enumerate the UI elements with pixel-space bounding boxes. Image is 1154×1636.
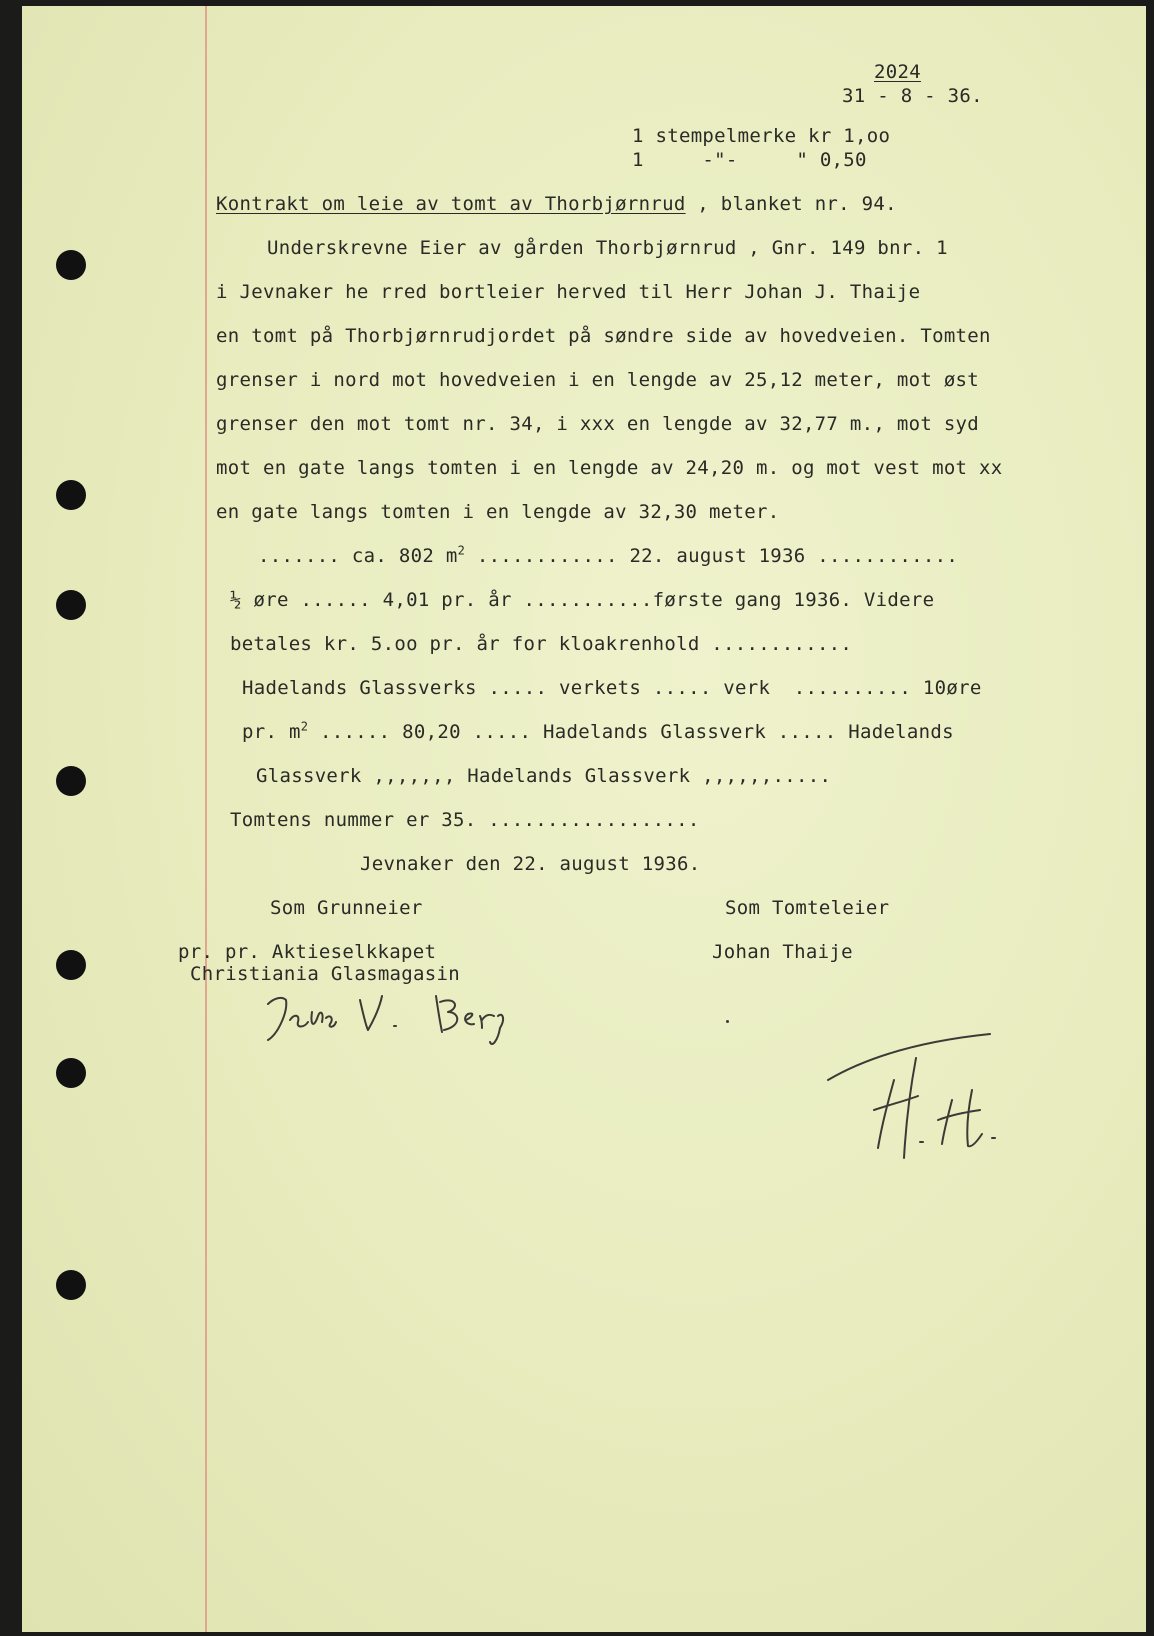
register-date: 31 - 8 - 36. <box>842 85 983 107</box>
glassworks-line-2 <box>242 720 954 744</box>
body-line: grenser i nord mot hovedveien i en lengde av 25,12 meter, mot øst <box>216 369 980 391</box>
place-date: Jevnaker den 22. august 1936. <box>360 853 701 875</box>
punch-hole <box>56 1270 86 1300</box>
contract-title-underlined: Kontrakt om leie av tomt av Thorbjørnrud <box>216 193 686 215</box>
body-line: grenser den mot tomt nr. 34, i xxx en lengde av 32,77 m., mot syd <box>216 413 980 435</box>
rent-text: øre ...... 4,01 pr. år ...........første gang 1936. Videre <box>241 589 935 611</box>
body-line: en gate langs tomten i en lengde av 32,30 meter. <box>216 501 780 523</box>
body-line: en tomt på Thorbjørnrudjordet på søndre side av hovedveien. Tomten <box>216 325 991 347</box>
document-page <box>22 6 1146 1632</box>
handwritten-initials <box>822 1030 1022 1170</box>
punch-hole <box>56 480 86 510</box>
landowner-role: Som Grunneier <box>270 897 423 919</box>
punch-hole <box>56 590 86 620</box>
rent-line <box>230 588 934 612</box>
area-text: ....... ca. 802 m <box>258 545 458 567</box>
punch-hole <box>56 1058 86 1088</box>
handwritten-signature <box>260 982 510 1052</box>
area-line <box>258 544 958 568</box>
tenant-role: Som Tomteleier <box>725 897 890 919</box>
body-line: Underskrevne Eier av gården Thorbjørnrud , Gnr. 149 bnr. 1 <box>267 237 948 259</box>
landowner-company-2: Christiania Glasmagasin <box>190 963 460 985</box>
body-line: mot en gate langs tomten i en lengde av 24,20 m. og mot vest mot xx <box>216 457 1003 479</box>
landowner-company-1: pr. pr. Aktieselkkapet <box>178 941 437 963</box>
ink-dot <box>726 1020 729 1023</box>
contract-title-rest: , blanket nr. 94. <box>685 193 897 215</box>
area-superscript: 2 <box>457 543 466 558</box>
glassworks-line-3: Glassverk ,,,,,,, Hadelands Glassverk ,,,,,,..... <box>256 765 832 787</box>
stamp-line-1: 1 stempelmerke kr 1,oo <box>632 125 891 147</box>
plot-number-line: Tomtens nummer er 35. .................. <box>230 809 700 831</box>
stamp-line-2: 1 -"- " 0,50 <box>632 149 867 171</box>
glassworks-line-1: Hadelands Glassverks ..... verkets ..... verk .......... 10øre <box>242 677 982 699</box>
tenant-name: Johan Thaije <box>712 941 853 963</box>
sewer-line: betales kr. 5.oo pr. år for kloakrenhold ............ <box>230 633 853 655</box>
punch-hole <box>56 250 86 280</box>
body-line: i Jevnaker he rred bortleier herved til Herr Johan J. Thaije <box>216 281 921 303</box>
price-rest-text: ...... 80,20 ..... Hadelands Glassverk ..... Hadelands <box>308 721 954 743</box>
punch-hole <box>56 766 86 796</box>
contract-title <box>216 192 897 216</box>
red-margin-rule <box>205 6 207 1632</box>
register-number: 2024 <box>874 61 921 83</box>
price-superscript: 2 <box>300 719 309 734</box>
punch-hole <box>56 950 86 980</box>
price-text: pr. m <box>242 721 301 743</box>
rent-fraction: ½ <box>230 589 242 611</box>
area-date-text: ............ 22. august 1936 ............ <box>465 545 959 567</box>
